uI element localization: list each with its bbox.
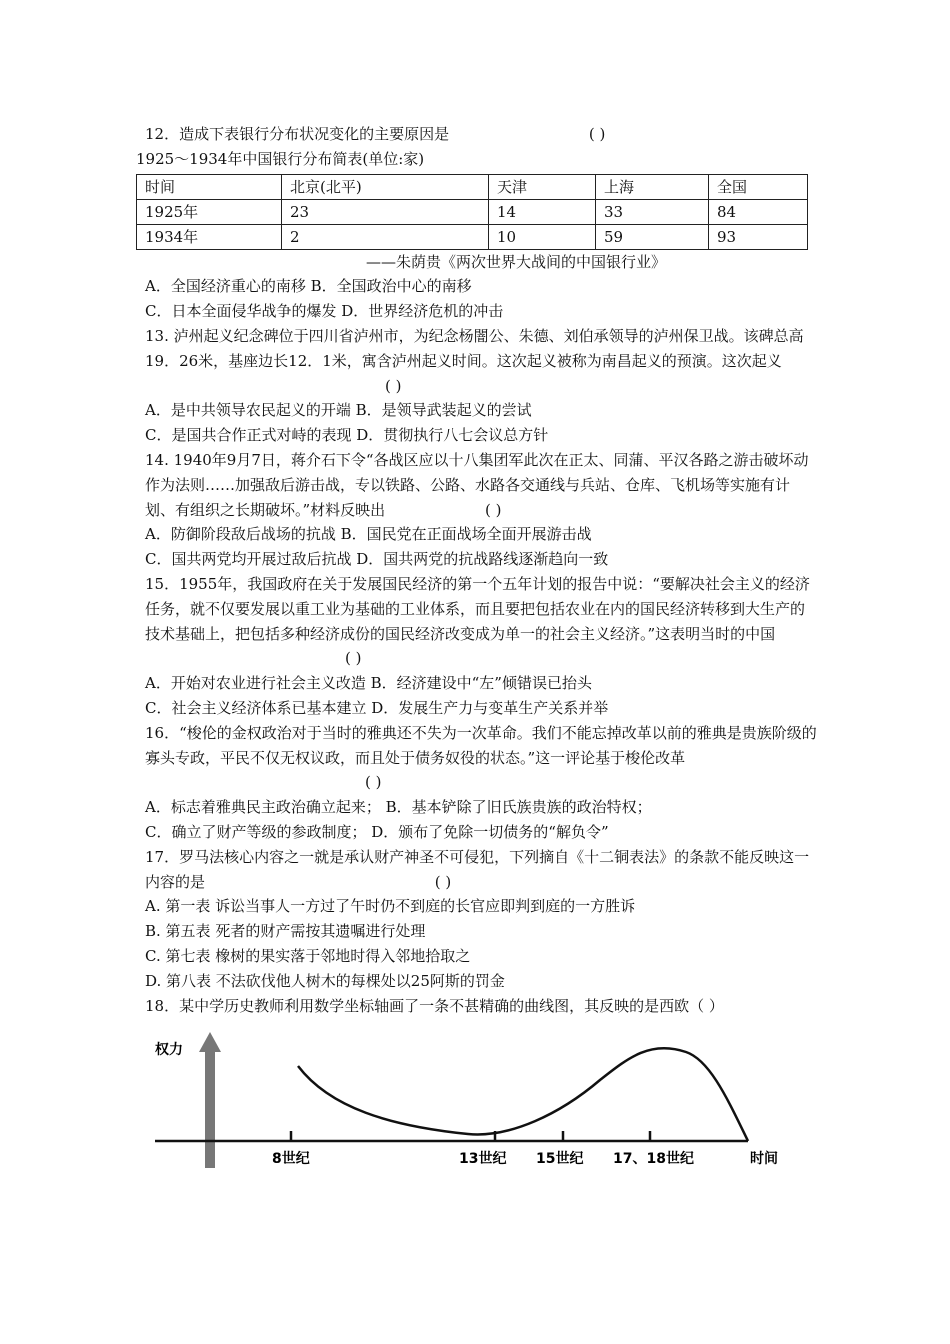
q14-answer-paren: ( ) — [484, 500, 502, 519]
q15-stem-block — [145, 572, 817, 671]
q17-option-d: D. 第八表 不法砍伐他人树木的每棵处以25阿斯的罚金 — [145, 971, 505, 990]
x-axis-label: 时间 — [750, 1151, 778, 1167]
table-cell: 2 — [282, 224, 489, 249]
power-timeline-chart — [150, 1030, 790, 1180]
q17-answer-paren: ( ) — [434, 872, 452, 891]
exam-page — [136, 122, 817, 1018]
q13-options-ab: A．是中共领导农民起义的开端 B．是领导武装起义的尝试 — [145, 401, 532, 420]
q12-source: ——朱荫贵《两次世界大战间的中国银行业》 — [365, 252, 666, 271]
q14-stem: 14. 1940年9月7日，蒋介石下令“各战区应以十八集团军此次在正太、同蒲、平汉各路之游击破坏动作为法则……加强敌后游击战，专以铁路、公路、水路各交通线与兵站、仓库、飞机场等实施有计划、有组织之长期破坏。”材料反映出 — [145, 450, 809, 519]
table-cell: 93 — [709, 224, 808, 249]
power-curve — [298, 1048, 748, 1141]
table-cell: 59 — [596, 224, 709, 249]
table-header-cell: 上海 — [596, 174, 709, 199]
table-cell: 33 — [596, 199, 709, 224]
bank-distribution-table — [136, 174, 808, 250]
table-cell: 1925年 — [137, 199, 282, 224]
q16-answer-paren: ( ) — [365, 773, 382, 792]
q15-stem: 15．1955年，我国政府在关于发展国民经济的第一个五年计划的报告中说：“要解决社会主义的经济任务，就不仅要发展以重工业为基础的工业体系，而且要把包括农业在内的国民经济转移到大生产的技术基础上，把包括多种经济成份的国民经济改变成为单一的社会主义经济。”这表明当时的中国 — [145, 574, 810, 643]
q17-stem-block — [145, 845, 817, 895]
table-cell: 23 — [282, 199, 489, 224]
q16-stem-block — [145, 721, 817, 795]
q12-stem-line — [145, 122, 817, 147]
x-tick-label: 8世纪 — [272, 1151, 310, 1167]
table-row — [137, 224, 808, 249]
table-cell: 14 — [489, 199, 596, 224]
q15-answer-paren: ( ) — [345, 649, 362, 668]
table-cell: 10 — [489, 224, 596, 249]
q16-options-cd: C．确立了财产等级的参政制度； D．颁布了免除一切债务的“解负令” — [145, 822, 609, 841]
q14-stem-block — [145, 448, 817, 522]
q14-options-cd: C．国共两党均开展过敌后抗战 D．国共两党的抗战路线逐渐趋向一致 — [145, 550, 609, 569]
table-header-cell: 北京(北平) — [282, 174, 489, 199]
q12-answer-paren: ( ) — [588, 125, 606, 143]
table-header-row — [137, 174, 808, 199]
q16-stem: 16．“梭伦的金权政治对于当时的雅典还不失为一次革命。我们不能忘掉改革以前的雅典是贵族阶级的寡头专政，平民不仅无权议政，而且处于债务奴役的状态。”这一评论基于梭伦改革 — [145, 723, 817, 767]
q15-options-ab: A．开始对农业进行社会主义改造 B．经济建设中“左”倾错误已抬头 — [145, 674, 592, 693]
table-row — [137, 199, 808, 224]
q12-stem: 12．造成下表银行分布状况变化的主要原因是 — [145, 125, 450, 143]
y-axis-label: 权力 — [155, 1042, 183, 1058]
q18-stem: 18．某中学历史教师利用数学坐标轴画了一条不甚精确的曲线图，其反映的是西欧（ ） — [145, 996, 724, 1015]
table-cell: 84 — [709, 199, 808, 224]
x-tick-label: 15世纪 — [536, 1151, 584, 1167]
q17-stem: 17．罗马法核心内容之一就是承认财产神圣不可侵犯，下列摘自《十二铜表法》的条款不能反映这一内容的是 — [145, 847, 810, 891]
q13-answer-paren: ( ) — [385, 376, 402, 395]
table-header-cell: 全国 — [709, 174, 808, 199]
y-axis-arrow — [199, 1032, 221, 1168]
q17-option-b: B. 第五表 死者的财产需按其遗嘱进行处理 — [145, 922, 426, 941]
q12-table-title: 1925～1934年中国银行分布简表(单位:家) — [136, 149, 425, 168]
q17-option-a: A. 第一表 诉讼当事人一方过了午时仍不到庭的长官应即判到庭的一方胜诉 — [145, 897, 636, 916]
table-header-cell: 时间 — [137, 174, 282, 199]
q12-options-cd: C．日本全面侵华战争的爆发 D．世界经济危机的冲击 — [145, 302, 504, 321]
chart-svg — [150, 1030, 790, 1180]
x-tick-label: 17、18世纪 — [613, 1151, 694, 1167]
q16-options-ab: A．标志着雅典民主政治确立起来； B．基本铲除了旧氏族贵族的政治特权； — [145, 798, 652, 817]
q17-option-c: C. 第七表 橡树的果实落于邻地时得入邻地拾取之 — [145, 946, 471, 965]
table-cell: 1934年 — [137, 224, 282, 249]
q13-stem-block — [145, 324, 817, 398]
q12-options-ab: A．全国经济重心的南移 B．全国政治中心的南移 — [145, 277, 472, 296]
q13-stem: 13. 泸州起义纪念碑位于四川省泸州市，为纪念杨闇公、朱德、刘伯承领导的泸州保卫战。该碑总高19．26米，基座边长12．1米，寓含泸州起义时间。这次起义被称为南昌起义的预演。这次起义 — [145, 326, 804, 370]
q14-options-ab: A．防御阶段敌后战场的抗战 B．国民党在正面战场全面开展游击战 — [145, 525, 592, 544]
q15-options-cd: C．社会主义经济体系已基本建立 D．发展生产力与变革生产关系并举 — [145, 698, 609, 717]
x-tick-label: 13世纪 — [459, 1151, 507, 1167]
q13-options-cd: C．是国共合作正式对峙的表现 D．贯彻执行八七会议总方针 — [145, 426, 549, 445]
table-header-cell: 天津 — [489, 174, 596, 199]
